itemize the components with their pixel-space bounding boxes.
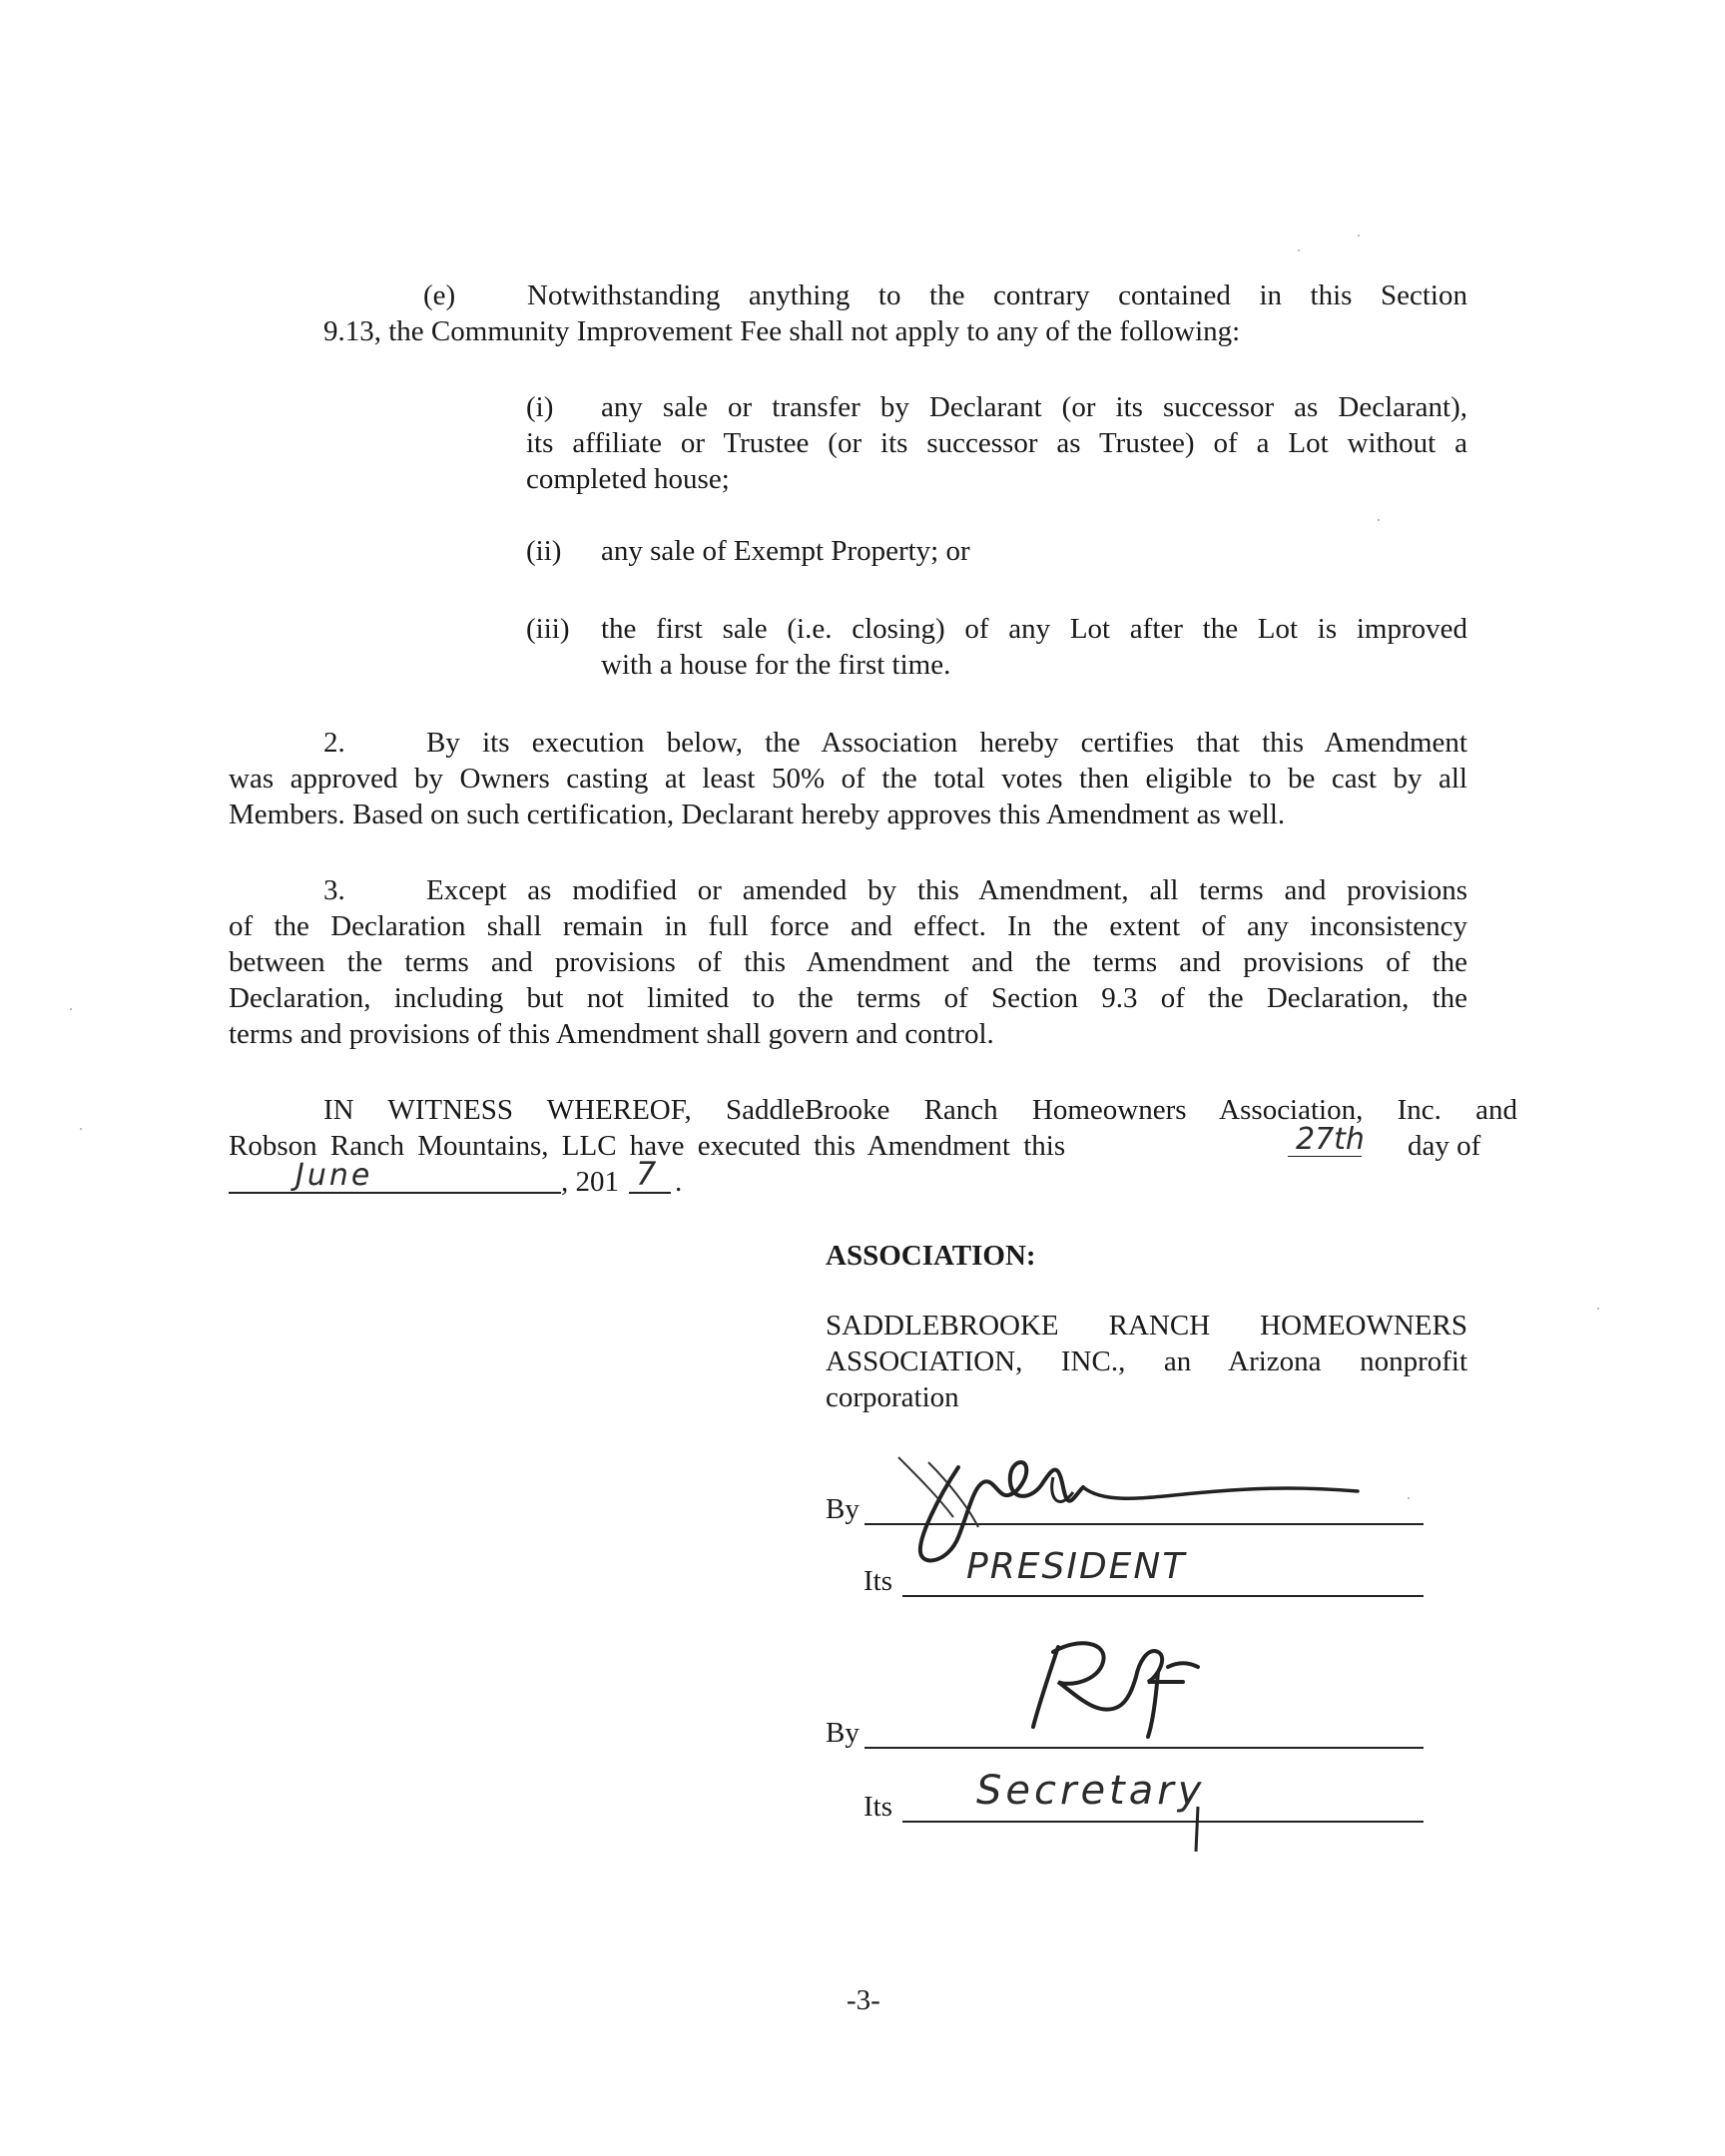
para-3-line-4: Declaration, including but not limited to the terms of Section 9.3 of the Declaration, the: [229, 982, 1467, 1014]
signature-1-by-label: By: [826, 1493, 860, 1525]
witness-line-1: IN WITNESS WHEREOF, SaddleBrooke Ranch Homeowners Association, Inc. and: [323, 1094, 1517, 1126]
secretary-signature: [1008, 1627, 1268, 1747]
section-e-line-1: Notwithstanding anything to the contrary contained in this Section: [527, 279, 1467, 311]
item-i-label: (i): [526, 391, 554, 423]
signature-2-by-label: By: [826, 1717, 860, 1749]
para-2-line-3: Members. Based on such certification, Declarant hereby approves this Amendment as well.: [229, 799, 1286, 830]
secretary-descender-stroke: [1188, 1807, 1208, 1857]
association-heading: ASSOCIATION:: [826, 1240, 1036, 1272]
association-line-1: SADDLEBROOKE RANCH HOMEOWNERS: [826, 1310, 1467, 1342]
signature-2-line: [864, 1747, 1424, 1749]
month-blank-line: [229, 1192, 561, 1194]
association-line-2: ASSOCIATION, INC., an Arizona nonprofit: [826, 1346, 1467, 1377]
item-iii-line-1: the first sale (i.e. closing) of any Lot after the Lot is improved: [601, 613, 1467, 645]
para-2-line-1: By its execution below, the Association hereby certifies that this Amendment: [426, 727, 1467, 759]
item-i-line-2: its affiliate or Trustee (or its successor as Trustee) of a Lot without a: [526, 427, 1467, 459]
para-3-number: 3.: [323, 874, 345, 906]
year-prefix: , 201: [561, 1166, 619, 1198]
handwritten-title-secretary: Secretary: [976, 1768, 1206, 1814]
scan-speck: [1597, 1308, 1599, 1310]
scan-speck: [1358, 235, 1360, 237]
scan-speck: [1408, 1497, 1410, 1499]
item-ii-line-1: any sale of Exempt Property; or: [601, 535, 970, 567]
association-line-3: corporation: [826, 1381, 959, 1413]
handwritten-year-digit: 7: [636, 1155, 657, 1193]
scan-speck: [1298, 250, 1300, 252]
year-blank-line: [629, 1192, 671, 1194]
page-number: -3-: [847, 1984, 880, 2016]
signature-1-its-label: Its: [863, 1565, 892, 1597]
para-3-line-1: Except as modified or amended by this Amendment, all terms and provisions: [426, 874, 1467, 906]
day-underline: [1288, 1156, 1362, 1157]
signature-1-title-line: [902, 1595, 1424, 1597]
scan-speck: [1378, 519, 1380, 521]
para-3-line-3: between the terms and provisions of this Amendment and the terms and provisions of the: [229, 946, 1467, 978]
item-iii-label: (iii): [526, 613, 570, 645]
item-i-line-3: completed house;: [526, 463, 730, 495]
witness-line-2-end: day of: [1408, 1130, 1481, 1162]
section-e-line-2: 9.13, the Community Improvement Fee shall not apply to any of the following:: [323, 315, 1241, 347]
para-3-line-5: terms and provisions of this Amendment shall govern and control.: [229, 1018, 994, 1050]
signature-2-title-line: [902, 1821, 1424, 1823]
handwritten-month: June: [295, 1158, 373, 1193]
scan-speck: [70, 1008, 72, 1010]
para-2-line-2: was approved by Owners casting at least 50% of the total votes then eligible to be cast by all: [229, 763, 1467, 795]
year-suffix: .: [675, 1166, 683, 1198]
scan-speck: [80, 1128, 82, 1130]
section-e-label: (e): [423, 279, 456, 311]
para-2-number: 2.: [323, 727, 345, 759]
handwritten-day: 27th: [1296, 1122, 1365, 1157]
handwritten-title-president: PRESIDENT: [966, 1546, 1187, 1587]
witness-line-2-start: Robson Ranch Mountains, LLC have executed this Amendment this: [229, 1130, 1066, 1162]
para-3-line-2: of the Declaration shall remain in full force and effect. In the extent of any inconsistency: [229, 910, 1467, 942]
item-ii-label: (ii): [526, 535, 562, 567]
item-iii-line-2: with a house for the first time.: [601, 649, 951, 681]
item-i-line-1: any sale or transfer by Declarant (or its successor as Declarant),: [601, 391, 1467, 423]
signature-2-its-label: Its: [863, 1791, 892, 1823]
